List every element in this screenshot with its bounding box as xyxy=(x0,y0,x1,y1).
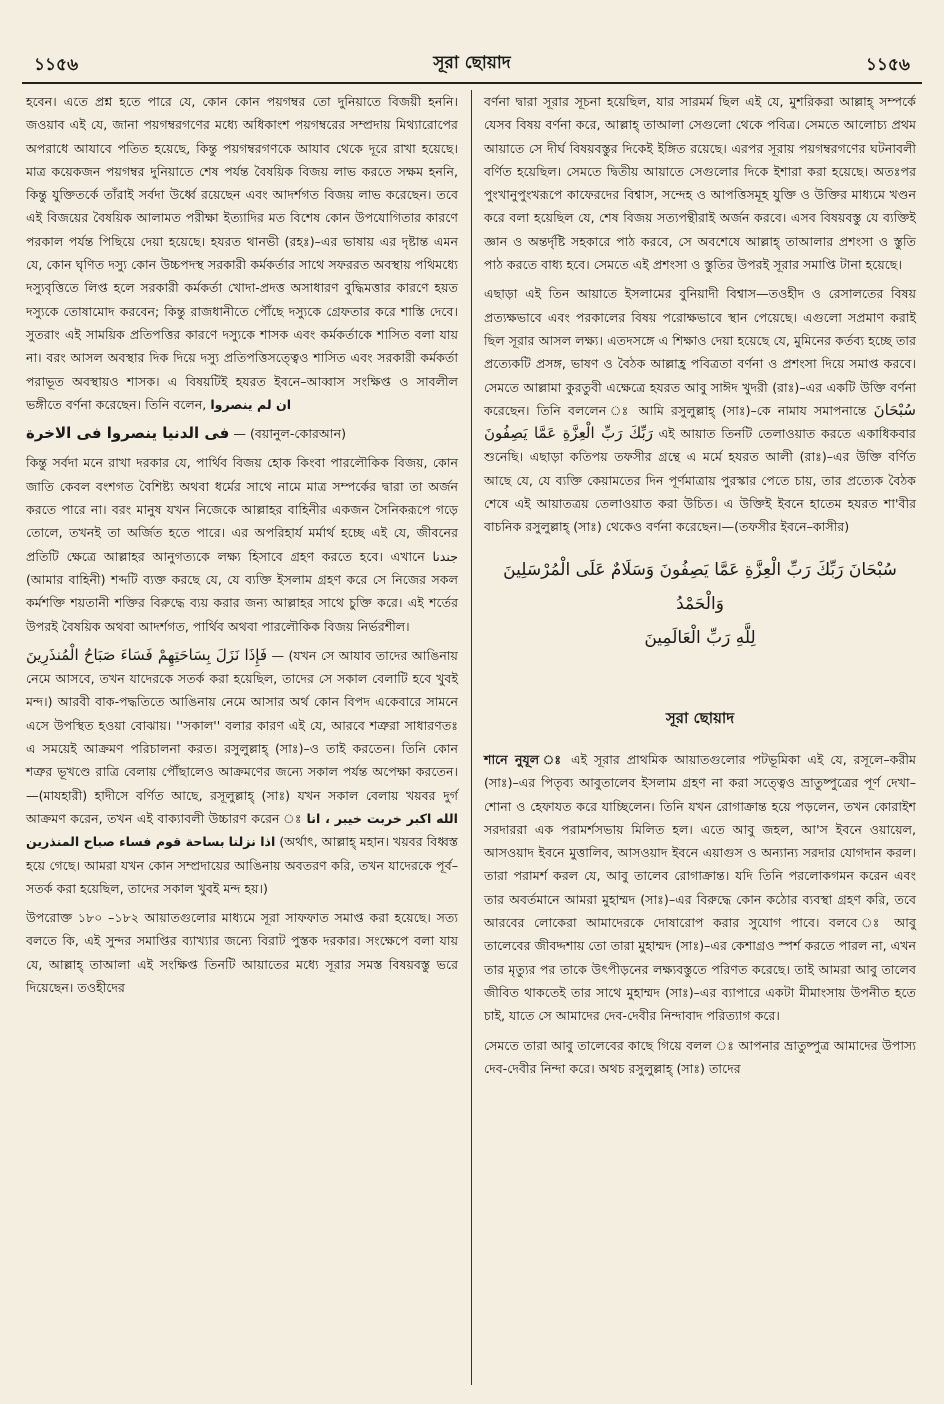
paragraph-text: (আমার বাহিনী) শব্দটি ব্যক্ত করছে যে, যে ব্যক্তি ইসলাম গ্রহণ করে সে নিজের সকল কর্মশক্তি শয়তানী শক্তির বিরুদ্ধে ব্যয় করার জন্য আল্লাহর সাথে চুক্তি করে। এই শর্তের উপরই বৈষয়িক অথবা আদর্শগত, পার্থিব অথবা পারলৌকিক বিজয় নির্ভরশীল। xyxy=(26,571,458,634)
paragraph-text: — (যখন সে আযাব তাদের আঙিনায় নেমে আসবে, তখন যাদেরকে সতর্ক করা হয়েছিল, তাদের সে সকাল বেলাটি হবে খুবই মন্দ।) আরবী বাক-পদ্ধতিতে আঙিনায় নেমে আসার অর্থ কোন বিপদ একেবারে সামনে এসে উপস্থিত হওয়া বোঝায়। ''সকাল'' বলার কারণ এই যে, আরবে শত্রুরা সাধারণতঃ এ সময়েই আক্রমণ পরিচালনা করত। রসুলুল্লাহ্ (সাঃ)–ও তাই করতেন। তিনি কোন শত্রুর ভূখণ্ডে রাত্রি বেলায় পৌঁছালেও আক্রমণের জন্যে সকাল পর্যন্ত অপেক্ষা করতেন।—(মাযহারী) হাদীসে বর্ণিত আছে, রসূলুল্লাহ্ (সাঃ) যখন সকাল বেলায় খয়বর দুর্গ আক্রমণ করেন, তখন এই বাক্যাবলী উচ্চারণ করেন ঃ xyxy=(26,647,458,826)
arabic-word: جندنا xyxy=(432,548,458,564)
verse-line: لِلَّهِ رَبِّ الْعَالَمِينَ xyxy=(644,627,756,648)
paragraph xyxy=(26,451,458,637)
left-column xyxy=(26,90,458,1005)
page-number-left: ১১৫৬ xyxy=(34,55,79,75)
quran-verse: فَإِذَا نَزَلَ بِسَاحَتِهِمْ فَسَاءَ صَبَاحُ الْمُنذَرِينَ xyxy=(26,645,268,664)
paragraph-text: উপরোক্ত ১৮০ –১৮২ আয়াতগুলোর মাধ্যমে সূরা সাফফাত সমাপ্ত করা হয়েছে। সত্য বলতে কি, এই সুন্দর সমাপ্তির ব্যাখ্যার জন্যে বিরাট পুস্তক দরকার। সংক্ষেপে বলা যায় যে, আল্লাহ্ তাআলা এই সংক্ষিপ্ত তিনটি আয়াতের মধ্যে সূরার সমস্ত বিষয়বস্তু ভরে দিয়েছেন। তওহীদের xyxy=(26,910,458,995)
paragraph xyxy=(26,90,458,416)
column-divider xyxy=(471,90,472,1385)
paragraph-text: সেমতে তারা আবু তালেবের কাছে গিয়ে বলল ঃ আপনার ভ্রাতুষ্পুত্র আমাদের উপাস্য দেব-দেবীর নিন্দা করে। অথচ রসুলুল্লাহ্ (সাঃ) তাদের xyxy=(484,1037,916,1076)
paragraph xyxy=(484,748,916,1028)
arabic-hadith: بساحة قوم فساء صباح المنذرين xyxy=(26,834,225,850)
citation: — (বয়ানুল-কোরআন) xyxy=(233,426,347,442)
paragraph-text: কিন্তু সর্বদা মনে রাখা দরকার যে, পার্থিব বিজয় হোক কিংবা পারলৌকিক বিজয়, কোন জাতি কেবল বংশগত বৈশিষ্ট্য অথবা ধর্মের সাথে নামে মাত্র সম্পর্কের দ্বারা তা অর্জন করতে পারে না। বরং মানুষ যখন নিজেকে আল্লাহর বাহিনীর একজন সৈনিকরূপে গড়ে তোলে, তখনই তা অর্জিত হতে পারে। এর অপরিহার্য মর্মার্থ হচ্ছে এই যে, জীবনের প্রতিটি ক্ষেত্রে আল্লাহর আনুগত্যকে লক্ষ্য হিসাবে গ্রহণ করতে হবে। এখানে xyxy=(26,455,458,564)
verse-line: سُبْحَانَ رَبِّكَ رَبِّ الْعِزَّةِ عَمَّا يَصِفُونَ وَسَلَامٌ عَلَى الْمُرْسَلِينَ وَالْحَمْدُ xyxy=(503,559,897,614)
page-number-right: ১১৫৬ xyxy=(865,55,910,75)
paragraph xyxy=(26,422,458,445)
paragraph-text: বর্ণনা দ্বারা সূরার সূচনা হয়েছিল, যার সারমর্ম ছিল এই যে, মুশরিকরা আল্লাহ্ সম্পর্কে যেসব বিষয় বর্ণনা করে, আল্লাহ্ তাআলা সেগুলো থেকে পবিত্র। সেমতে আলোচ্য প্রথম আয়াতে সে দীর্ঘ বিষয়বস্তুর দিকেই ইঙ্গিত রয়েছে। এরপর সূরায় পয়গম্বরগণের ঘটনাবলী বর্ণিত হয়েছিল। সেমতে দ্বিতীয় আয়াতে সেগুলোর দিকে ইশারা করা হয়েছে। অতঃপর পুংখানুপুংখরূপে কাফেরদের বিশ্বাস, সন্দেহ ও আপত্তিসমূহ যুক্তি ও উক্তির মাধ্যমে খণ্ডন করে বলা হয়েছিল যে, শেষ বিজয় সত্যপন্থীরাই অর্জন করবে। এসব বিষয়বস্তু যে ব্যক্তিই জ্ঞান ও অন্তর্দৃষ্টি সহকারে পাঠ করবে, সে অবশেষে আল্লাহ্ তাআলার প্রশংসা ও স্তুতি পাঠ করতে বাধ্য হবে। সেমতে এই প্রশংসা ও স্তুতির উপরই সূরার সমাপ্তি টানা হয়েছে। xyxy=(484,94,916,273)
paragraph xyxy=(484,90,916,276)
arabic-phrase: ان لم ينصروا xyxy=(210,396,292,412)
section-heading: সূরা ছোয়াদ xyxy=(665,708,735,727)
paragraph-text: এছাড়া এই তিন আয়াতে ইসলামের বুনিয়াদী বিশ্বাস—তওহীদ ও রেসালতের বিষয় প্রত্যক্ষভাবে এবং পরকালের বিষয় পরোক্ষভাবে স্থান পেয়েছে। এগুলো সপ্রমাণ করাই ছিল সূরার আসল লক্ষ্য। এতদসঙ্গে এ শিক্ষাও দেয়া হয়েছে যে, মুমিনের কর্তব্য হচ্ছে তার প্রত্যেকটি প্রসঙ্গ, ভাষণ ও বৈঠক আল্লাহ্র পবিত্রতা বর্ণনা ও প্রশংসা দিয়ে সমাপ্ত করবে। সেমতে আল্লামা কুরতুবী এক্ষেত্রে হযরত আবু সাঈদ খুদরী (রাঃ)–এর একটি উক্তি বর্ণনা করেছেন। তিনি বললেন ঃ আমি রসুলুল্লাহ্ (সাঃ)–কে নামায সমাপনান্তে xyxy=(484,286,916,418)
page-header xyxy=(22,40,922,80)
right-column xyxy=(484,90,916,1086)
paragraph xyxy=(26,644,458,900)
quran-verse: سُبْحَانَ رَبِّكَ رَبِّ الْعِزَّةِ عَمَّا يَصِفُونَ xyxy=(484,400,916,443)
paragraph-text: (অর্থাৎ, আল্লাহ্ মহান। খয়বর বিধ্বস্ত হয়ে গেছে। আমরা যখন কোন সম্প্রদায়ের আঙিনায় অবতরণ করি, তখন যাদেরকে পূর্ব–সতর্ক করা হয়েছিল, তাদের সকাল খুবই মন্দ হয়।) xyxy=(26,834,458,896)
closing-verse xyxy=(484,553,916,655)
arabic-phrase: فى الدنيا ينصروا فى الاخرة xyxy=(26,424,230,443)
paragraph xyxy=(26,906,458,999)
paragraph-text: হবেন। এতে প্রশ্ন হতে পারে যে, কোন কোন পয়গম্বর তো দুনিয়াতে বিজয়ী হননি। জওয়াব এই যে, জানা পয়গম্বরগণের মধ্যে অধিকাংশ পয়গম্বরের সম্প্রদায় মিথ্যারোপের অপরাধে আযাবে পতিত হয়েছে, কিন্তু পয়গম্বরগণকে আযাব থেকে দূরে রাখা হয়েছে। মাত্র কয়েকজন পয়গম্বর দুনিয়াতে শেষ পর্যন্ত বৈষয়িক বিজয় লাভ করতে সক্ষম হননি, কিন্তু যুক্তিতর্কে তাঁরাই সর্বদা উর্ধ্বে রয়েছেন এবং আদর্শগত বিজয় লাভ করেছেন। তবে এই বিজয়ের বৈষয়িক আলামত পরীক্ষা ইত্যাদির মত বিশেষ কোন উপযোগিতার কারণে পরকাল পর্যন্ত পিছিয়ে দেয়া হয়েছে। হযরত থানভী (রহঃ)–এর ভাষায় এর দৃষ্টান্ত এমন যে, কোন ঘৃণিত দস্যু কোন উচ্চপদস্থ সরকারী কর্মকর্তার সাথে সফররত অবস্থায় পথিমধ্যে দস্যুবৃত্তিতে লিপ্ত হলে সরকারী কর্মকর্তা খোদা-প্রদত্ত অসাধারণ বুদ্ধিমত্তার কারণে হয়ত দস্যুকে তোষামোদ করবেন; কিন্তু রাজধানীতে পৌঁছে দস্যুকে গ্রেফতার করে শাস্তি দেবে। সুতরাং এই সাময়িক প্রতিপত্তির কারণে দস্যুকে শাসক এবং কর্মকর্তাকে শাসিত বলা যায় না। বরং আসল অবস্থার দিক দিয়ে দস্যু প্রতিপত্তিসত্ত্বেও শাসিত এবং সরকারী কর্মকর্তা পরাভূত অবস্থায়ও শাসক। এ বিষয়টিই হযরত ইবনে–আব্বাস সংক্ষিপ্ত ও সাবলীল ভঙ্গীতে বর্ণনা করেছেন। তিনি বলেন, xyxy=(26,94,458,412)
paragraph xyxy=(484,282,916,538)
paragraph-text: এই সূরার প্রাথমিক আয়াতগুলোর পটভূমিকা এই যে, রসূলে–করীম (সাঃ)–এর পিতৃব্য আবুতালেব ইসলাম গ্রহণ না করা সত্ত্বেও ভ্রাতুষ্পুত্রের পূর্ণ দেখা–শোনা ও হেফাযত করে যাচ্ছিলেন। তিনি যখন রোগাক্রান্ত হয়ে পড়লেন, তখন কোরাইশ সরদাররা এক পরামর্শসভায় মিলিত হল। এতে আবু জহল, আ'স ইবনে ওয়ায়েল, আসওয়াদ ইবনে মুত্তালিব, আসওয়াদ ইবনে এয়াগুস ও অন্যান্য সরদার যোগদান করল। তারা পরামর্শ করল যে, আবু তালেব রোগাক্রান্ত। যদি তিনি পরলোকগমন করেন এবং তার অবর্তমানে আমরা মুহাম্মদ (সাঃ)–এর বিরুদ্ধে কোন কঠোর ব্যবস্থা গ্রহণ করি, তবে আরবের লোকেরা আমাদেরকে দোষারোপ করার সুযোগ পাবে। বলবে ঃ আবু তালেবের জীবদ্দশায় তো তারা মুহাম্মদ (সাঃ)–এর কেশাগ্রও স্পর্শ করতে পারল না, এখন তার মৃত্যুর পর তাকে উৎপীড়নের লক্ষ্যবস্তুতে পরিণত করেছে। তাই আমরা আবু তালেব জীবিত থাকতেই তার সাথে মুহাম্মদ (সাঃ)–এর ব্যাপারে একটা মীমাংসায় উপনীত হতে চাই, যাতে সে আমাদের দেব-দেবীর নিন্দাবাদ পরিত্যাগ করে। xyxy=(484,751,917,1024)
header-rule xyxy=(22,82,922,84)
paragraph xyxy=(484,1034,916,1081)
paragraph-text: এই আয়াত তিনটি তেলাওয়াত করতে একাধিকবার শুনেছি। এছাড়া কতিপয় তফসীর গ্রন্থে এ মর্মে হযরত আলী (রাঃ)–এর উক্তি বর্ণিত আছে যে, যে ব্যক্তি কেয়ামতের দিন পূর্ণমাত্রায় পুরস্কার পেতে চায়, তার প্রত্যেক বৈঠক শেষে এই আয়াতত্রয় তেলাওয়াত করা উচিত। এ উক্তিই ইবনে হাতেম হযরত শা'বীর বাচনিক রসুলুল্লাহ্ (সাঃ) থেকেও বর্ণনা করেছেন।—(তফসীর ইবনে–কাসীর) xyxy=(484,426,916,535)
paragraph-lead: শানে নুযূল ঃ xyxy=(484,751,565,767)
arabic-hadith: الله اكبر خربت خيبر ، انا اذا نزلنا xyxy=(228,810,458,850)
running-title: সূরা ছোয়াদ xyxy=(433,53,511,73)
